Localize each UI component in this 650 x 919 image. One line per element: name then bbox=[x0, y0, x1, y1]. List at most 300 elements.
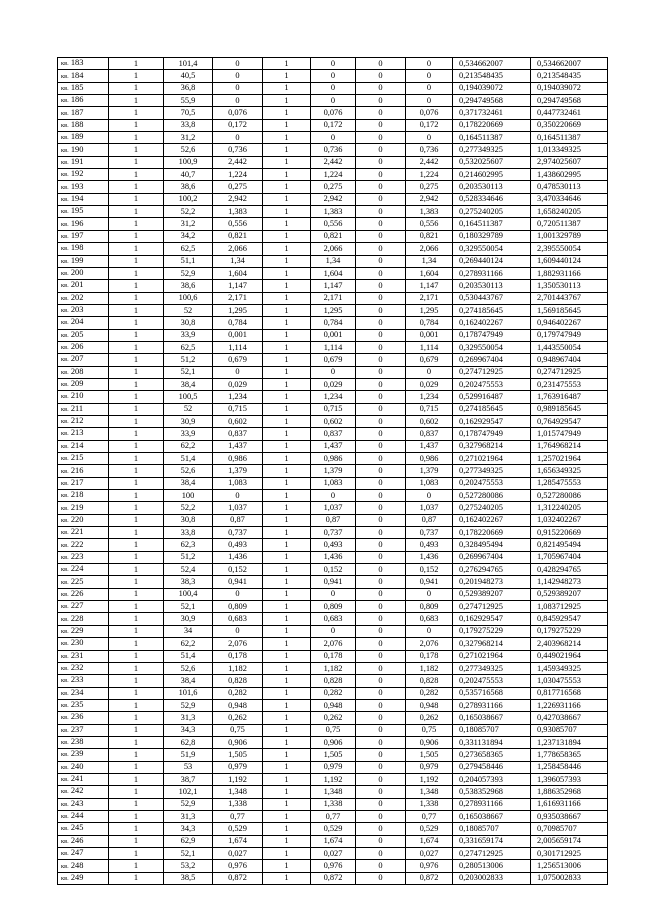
table-cell: 0 bbox=[356, 58, 406, 70]
table-cell: 1,436 bbox=[213, 551, 263, 563]
apartment-number-cell bbox=[58, 280, 109, 292]
table-cell: 0,784 bbox=[406, 317, 453, 329]
table-cell: 0,178220669 bbox=[453, 119, 531, 131]
table-cell: 0 bbox=[356, 823, 406, 835]
table-cell: 1 bbox=[263, 465, 311, 477]
table-cell: 0 bbox=[356, 440, 406, 452]
apartment-number: 230 bbox=[70, 638, 84, 648]
apartment-number-cell bbox=[58, 564, 109, 576]
apartment-number-cell bbox=[58, 440, 109, 452]
table-cell: 0 bbox=[356, 773, 406, 785]
table-cell: 31,3 bbox=[164, 810, 213, 822]
table-cell: 0,274185645 bbox=[453, 304, 531, 316]
table-cell: 0,602 bbox=[311, 415, 356, 427]
apartment-number: 194 bbox=[70, 193, 84, 203]
table-row bbox=[58, 230, 608, 242]
table-cell: 0 bbox=[356, 712, 406, 724]
table-cell: 0,164511387 bbox=[453, 132, 531, 144]
table-cell: 52,6 bbox=[164, 662, 213, 674]
table-cell: 52 bbox=[164, 304, 213, 316]
apartment-prefix: кв. bbox=[61, 368, 69, 376]
table-cell: 1,192 bbox=[213, 773, 263, 785]
apartment-number: 185 bbox=[70, 82, 84, 92]
table-row bbox=[58, 551, 608, 563]
table-cell: 0,534662007 bbox=[453, 58, 531, 70]
apartment-number: 235 bbox=[70, 700, 84, 710]
apartment-number-cell bbox=[58, 662, 109, 674]
table-cell: 0,076 bbox=[213, 107, 263, 119]
apartment-number: 221 bbox=[70, 527, 84, 537]
table-cell: 0,948 bbox=[213, 699, 263, 711]
table-cell: 0,737 bbox=[213, 527, 263, 539]
table-cell: 0,274712925 bbox=[453, 848, 531, 860]
apartment-prefix: кв. bbox=[61, 134, 69, 142]
apartment-prefix: кв. bbox=[61, 825, 69, 833]
table-cell: 0,327968214 bbox=[453, 440, 531, 452]
apartment-number-cell bbox=[58, 835, 109, 847]
table-row bbox=[58, 243, 608, 255]
table-cell: 30,8 bbox=[164, 317, 213, 329]
table-cell: 1 bbox=[263, 144, 311, 156]
table-row bbox=[58, 70, 608, 82]
apartment-number: 213 bbox=[70, 428, 84, 438]
table-cell: 1 bbox=[109, 144, 164, 156]
table-cell: 1,437 bbox=[311, 440, 356, 452]
table-cell: 0,165038667 bbox=[453, 810, 531, 822]
table-cell: 1,616931166 bbox=[531, 798, 608, 810]
table-cell: 1,350530113 bbox=[531, 280, 608, 292]
table-cell: 1 bbox=[263, 280, 311, 292]
table-cell: 0,180329789 bbox=[453, 230, 531, 242]
table-cell: 0 bbox=[356, 527, 406, 539]
table-cell: 51,2 bbox=[164, 354, 213, 366]
table-cell: 1 bbox=[263, 292, 311, 304]
table-cell: 1 bbox=[109, 304, 164, 316]
table-cell: 0,274185645 bbox=[453, 403, 531, 415]
table-cell: 1 bbox=[263, 539, 311, 551]
table-cell: 62,5 bbox=[164, 243, 213, 255]
table-cell: 40,5 bbox=[164, 70, 213, 82]
table-cell: 1,338 bbox=[213, 798, 263, 810]
table-cell: 1 bbox=[109, 95, 164, 107]
table-cell: 0,076 bbox=[406, 107, 453, 119]
table-cell: 1,436 bbox=[406, 551, 453, 563]
table-row bbox=[58, 378, 608, 390]
table-cell: 1,383 bbox=[406, 206, 453, 218]
apartment-number-cell bbox=[58, 428, 109, 440]
table-cell: 0 bbox=[356, 613, 406, 625]
table-cell: 1 bbox=[263, 724, 311, 736]
apartment-number-cell bbox=[58, 193, 109, 205]
table-cell: 100,5 bbox=[164, 391, 213, 403]
table-row bbox=[58, 169, 608, 181]
table-cell: 0 bbox=[213, 132, 263, 144]
table-cell: 0,269967404 bbox=[453, 354, 531, 366]
table-cell: 0,194039072 bbox=[453, 82, 531, 94]
table-cell: 0,534662007 bbox=[531, 58, 608, 70]
table-cell: 1,338 bbox=[311, 798, 356, 810]
table-cell: 1 bbox=[109, 687, 164, 699]
table-cell: 1,224 bbox=[213, 169, 263, 181]
table-cell: 0 bbox=[356, 70, 406, 82]
table-cell: 2,942 bbox=[213, 193, 263, 205]
table-cell: 0,294749568 bbox=[531, 95, 608, 107]
table-cell: 0 bbox=[406, 82, 453, 94]
table-cell: 0,532025607 bbox=[453, 156, 531, 168]
table-cell: 0,87 bbox=[311, 514, 356, 526]
table-cell: 1,609440124 bbox=[531, 255, 608, 267]
table-cell: 0,976 bbox=[213, 860, 263, 872]
table-cell: 0,201948273 bbox=[453, 576, 531, 588]
table-cell: 1 bbox=[263, 798, 311, 810]
apartment-number-cell bbox=[58, 687, 109, 699]
table-cell: 0,327968214 bbox=[453, 638, 531, 650]
apartment-number-cell bbox=[58, 527, 109, 539]
table-cell: 1,114 bbox=[406, 341, 453, 353]
table-cell: 1 bbox=[109, 230, 164, 242]
table-cell: 0 bbox=[356, 95, 406, 107]
table-cell: 1 bbox=[263, 588, 311, 600]
table-row bbox=[58, 564, 608, 576]
table-cell: 1,396057393 bbox=[531, 773, 608, 785]
apartment-number-cell bbox=[58, 490, 109, 502]
table-cell: 0 bbox=[356, 872, 406, 884]
apartment-number: 222 bbox=[70, 539, 84, 549]
table-cell: 0,274712925 bbox=[531, 366, 608, 378]
table-cell: 1 bbox=[263, 736, 311, 748]
table-cell: 1 bbox=[263, 58, 311, 70]
table-cell: 0 bbox=[311, 366, 356, 378]
apartment-prefix: кв. bbox=[61, 726, 69, 734]
apartment-number-cell bbox=[58, 761, 109, 773]
apartment-number: 236 bbox=[70, 712, 84, 722]
table-cell: 0,275240205 bbox=[453, 502, 531, 514]
table-cell: 30,9 bbox=[164, 415, 213, 427]
table-cell: 1,114 bbox=[213, 341, 263, 353]
apartment-number: 245 bbox=[70, 823, 84, 833]
table-cell: 0 bbox=[356, 82, 406, 94]
table-cell: 1 bbox=[109, 193, 164, 205]
table-cell: 1,882931166 bbox=[531, 267, 608, 279]
table-cell: 38,3 bbox=[164, 576, 213, 588]
table-cell: 0 bbox=[356, 514, 406, 526]
table-cell: 1 bbox=[263, 502, 311, 514]
apartment-prefix: кв. bbox=[61, 541, 69, 549]
table-cell: 0,821 bbox=[213, 230, 263, 242]
apartment-number-cell bbox=[58, 82, 109, 94]
table-cell: 0 bbox=[356, 428, 406, 440]
apartment-prefix: кв. bbox=[61, 319, 69, 327]
table-cell: 0 bbox=[406, 625, 453, 637]
table-cell: 0,845929547 bbox=[531, 613, 608, 625]
table-cell: 1,338 bbox=[406, 798, 453, 810]
table-cell: 1 bbox=[109, 761, 164, 773]
table-cell: 0,535716568 bbox=[453, 687, 531, 699]
table-cell: 0,941 bbox=[406, 576, 453, 588]
table-cell: 1 bbox=[109, 243, 164, 255]
table-cell: 34,2 bbox=[164, 230, 213, 242]
table-cell: 1 bbox=[263, 169, 311, 181]
table-cell: 53,2 bbox=[164, 860, 213, 872]
table-cell: 0,282 bbox=[311, 687, 356, 699]
apartment-number-cell bbox=[58, 317, 109, 329]
table-cell: 1 bbox=[109, 625, 164, 637]
apartment-number: 226 bbox=[70, 588, 84, 598]
table-cell: 1,656349325 bbox=[531, 465, 608, 477]
apartment-number: 229 bbox=[70, 625, 84, 635]
table-cell: 1,436 bbox=[311, 551, 356, 563]
table-cell: 0,428294765 bbox=[531, 564, 608, 576]
table-cell: 0 bbox=[356, 576, 406, 588]
table-cell: 0,276294765 bbox=[453, 564, 531, 576]
table-cell: 0,329550054 bbox=[453, 341, 531, 353]
table-cell: 0,277349325 bbox=[453, 662, 531, 674]
table-cell: 0 bbox=[311, 625, 356, 637]
table-cell: 52,9 bbox=[164, 267, 213, 279]
table-row bbox=[58, 786, 608, 798]
table-row bbox=[58, 218, 608, 230]
table-cell: 1 bbox=[263, 267, 311, 279]
table-cell: 1 bbox=[263, 638, 311, 650]
table-cell: 0,274712925 bbox=[453, 366, 531, 378]
table-cell: 1 bbox=[263, 564, 311, 576]
apartment-number: 239 bbox=[70, 749, 84, 759]
table-cell: 1 bbox=[109, 255, 164, 267]
table-cell: 1,443550054 bbox=[531, 341, 608, 353]
apartment-number-cell bbox=[58, 736, 109, 748]
table-cell: 34,3 bbox=[164, 724, 213, 736]
table-cell: 1,075002833 bbox=[531, 872, 608, 884]
table-row bbox=[58, 860, 608, 872]
table-cell: 0 bbox=[356, 255, 406, 267]
table-cell: 2,005659174 bbox=[531, 835, 608, 847]
apartment-prefix: кв. bbox=[61, 763, 69, 771]
apartment-number-cell bbox=[58, 502, 109, 514]
table-cell: 52,1 bbox=[164, 601, 213, 613]
table-cell: 31,2 bbox=[164, 218, 213, 230]
apartment-number: 242 bbox=[70, 786, 84, 796]
table-cell: 0,271021964 bbox=[453, 650, 531, 662]
apartment-prefix: кв. bbox=[61, 257, 69, 265]
table-cell: 0,683 bbox=[311, 613, 356, 625]
apartment-number: 246 bbox=[70, 835, 84, 845]
table-cell: 0,493 bbox=[311, 539, 356, 551]
table-cell: 0,162402267 bbox=[453, 514, 531, 526]
table-row bbox=[58, 736, 608, 748]
table-cell: 1,34 bbox=[311, 255, 356, 267]
apartment-number-cell bbox=[58, 860, 109, 872]
apartment-prefix: кв. bbox=[61, 97, 69, 105]
table-cell: 1,379 bbox=[311, 465, 356, 477]
table-cell: 1 bbox=[263, 650, 311, 662]
table-cell: 1,674 bbox=[406, 835, 453, 847]
table-cell: 0,275 bbox=[406, 181, 453, 193]
apartment-number: 205 bbox=[70, 329, 84, 339]
apartment-number: 234 bbox=[70, 687, 84, 697]
table-cell: 30,9 bbox=[164, 613, 213, 625]
table-cell: 1 bbox=[109, 675, 164, 687]
apartment-prefix: кв. bbox=[61, 702, 69, 710]
apartment-prefix: кв. bbox=[61, 751, 69, 759]
table-cell: 0,528334646 bbox=[453, 193, 531, 205]
table-cell: 52,9 bbox=[164, 699, 213, 711]
table-cell: 0,172 bbox=[311, 119, 356, 131]
table-cell: 1 bbox=[109, 527, 164, 539]
table-cell: 0,70985707 bbox=[531, 823, 608, 835]
table-cell: 0 bbox=[356, 625, 406, 637]
table-cell: 1,083 bbox=[311, 477, 356, 489]
table-cell: 1 bbox=[109, 403, 164, 415]
apartment-prefix: кв. bbox=[61, 220, 69, 228]
table-cell: 0,231475553 bbox=[531, 378, 608, 390]
table-cell: 0 bbox=[356, 206, 406, 218]
table-cell: 0,93085707 bbox=[531, 724, 608, 736]
table-cell: 1 bbox=[109, 366, 164, 378]
table-cell: 2,171 bbox=[311, 292, 356, 304]
table-cell: 0,529 bbox=[311, 823, 356, 835]
table-cell: 0 bbox=[356, 465, 406, 477]
apartment-number-cell bbox=[58, 119, 109, 131]
table-cell: 33,9 bbox=[164, 428, 213, 440]
table-row bbox=[58, 662, 608, 674]
table-cell: 0,164511387 bbox=[453, 218, 531, 230]
apartment-number-cell bbox=[58, 514, 109, 526]
apartment-number-cell bbox=[58, 58, 109, 70]
table-cell: 0,301712925 bbox=[531, 848, 608, 860]
apartment-number-cell bbox=[58, 749, 109, 761]
table-cell: 0,278931166 bbox=[453, 798, 531, 810]
apartment-number: 216 bbox=[70, 465, 84, 475]
table-cell: 0,202475553 bbox=[453, 477, 531, 489]
apartment-prefix: кв. bbox=[61, 652, 69, 660]
table-cell: 1 bbox=[263, 156, 311, 168]
table-cell: 1 bbox=[263, 428, 311, 440]
table-cell: 1 bbox=[109, 453, 164, 465]
apartment-number-cell bbox=[58, 206, 109, 218]
apartment-data-table bbox=[57, 57, 608, 885]
table-row bbox=[58, 341, 608, 353]
apartment-number-cell bbox=[58, 613, 109, 625]
table-cell: 0,679 bbox=[406, 354, 453, 366]
table-cell: 0 bbox=[311, 132, 356, 144]
table-row bbox=[58, 514, 608, 526]
apartment-number-cell bbox=[58, 354, 109, 366]
table-cell: 1 bbox=[109, 823, 164, 835]
table-cell: 0,828 bbox=[406, 675, 453, 687]
table-cell: 62,5 bbox=[164, 341, 213, 353]
table-cell: 1 bbox=[109, 810, 164, 822]
apartment-number-cell bbox=[58, 551, 109, 563]
table-cell: 0 bbox=[356, 675, 406, 687]
table-cell: 0,179747949 bbox=[531, 329, 608, 341]
table-cell: 0,948 bbox=[406, 699, 453, 711]
table-row bbox=[58, 428, 608, 440]
table-cell: 1 bbox=[263, 490, 311, 502]
table-cell: 1 bbox=[109, 712, 164, 724]
apartment-number: 200 bbox=[70, 268, 84, 278]
table-cell: 1 bbox=[263, 527, 311, 539]
apartment-number: 249 bbox=[70, 872, 84, 882]
apartment-prefix: кв. bbox=[61, 60, 69, 68]
table-cell: 0 bbox=[356, 860, 406, 872]
table-cell: 0,986 bbox=[406, 453, 453, 465]
apartment-number-cell bbox=[58, 243, 109, 255]
table-cell: 0,278931166 bbox=[453, 699, 531, 711]
apartment-prefix: кв. bbox=[61, 578, 69, 586]
table-cell: 40,7 bbox=[164, 169, 213, 181]
table-cell: 1 bbox=[109, 354, 164, 366]
table-cell: 1,604 bbox=[311, 267, 356, 279]
apartment-prefix: кв. bbox=[61, 72, 69, 80]
table-row bbox=[58, 576, 608, 588]
table-cell: 1 bbox=[109, 613, 164, 625]
table-cell: 51,1 bbox=[164, 255, 213, 267]
table-cell: 1 bbox=[263, 119, 311, 131]
table-cell: 1,037 bbox=[213, 502, 263, 514]
table-cell: 101,6 bbox=[164, 687, 213, 699]
table-cell: 1 bbox=[109, 206, 164, 218]
apartment-prefix: кв. bbox=[61, 183, 69, 191]
apartment-number-cell bbox=[58, 255, 109, 267]
apartment-prefix: кв. bbox=[61, 393, 69, 401]
table-cell: 1 bbox=[109, 329, 164, 341]
table-row bbox=[58, 317, 608, 329]
table-cell: 51,4 bbox=[164, 453, 213, 465]
table-cell: 0,679 bbox=[311, 354, 356, 366]
table-cell: 1 bbox=[109, 218, 164, 230]
apartment-prefix: кв. bbox=[61, 689, 69, 697]
table-cell: 0,821495494 bbox=[531, 539, 608, 551]
apartment-number: 198 bbox=[70, 243, 84, 253]
table-cell: 0,179275229 bbox=[453, 625, 531, 637]
table-cell: 0 bbox=[311, 70, 356, 82]
apartment-number: 196 bbox=[70, 218, 84, 228]
table-cell: 1,383 bbox=[213, 206, 263, 218]
table-cell: 2,066 bbox=[213, 243, 263, 255]
table-cell: 0,556 bbox=[406, 218, 453, 230]
table-cell: 1 bbox=[109, 872, 164, 884]
apartment-prefix: кв. bbox=[61, 603, 69, 611]
table-cell: 0 bbox=[356, 786, 406, 798]
table-cell: 0,178747949 bbox=[453, 329, 531, 341]
table-cell: 2,942 bbox=[406, 193, 453, 205]
table-cell: 1 bbox=[109, 601, 164, 613]
table-cell: 0,872 bbox=[311, 872, 356, 884]
table-cell: 0 bbox=[406, 490, 453, 502]
table-cell: 0,269440124 bbox=[453, 255, 531, 267]
table-row bbox=[58, 810, 608, 822]
table-cell: 0,274712925 bbox=[453, 601, 531, 613]
apartment-prefix: кв. bbox=[61, 850, 69, 858]
table-cell: 0,178 bbox=[311, 650, 356, 662]
table-cell: 0 bbox=[356, 798, 406, 810]
table-cell: 0 bbox=[356, 304, 406, 316]
table-cell: 2,171 bbox=[406, 292, 453, 304]
table-cell: 1,192 bbox=[311, 773, 356, 785]
table-cell: 0,213548435 bbox=[453, 70, 531, 82]
table-cell: 38,4 bbox=[164, 675, 213, 687]
table-cell: 0 bbox=[356, 699, 406, 711]
apartment-number: 210 bbox=[70, 391, 84, 401]
apartment-number-cell bbox=[58, 638, 109, 650]
table-cell: 0,331131894 bbox=[453, 736, 531, 748]
table-cell: 0,75 bbox=[406, 724, 453, 736]
table-cell: 1 bbox=[263, 218, 311, 230]
apartment-prefix: кв. bbox=[61, 282, 69, 290]
table-cell: 1,083 bbox=[213, 477, 263, 489]
table-cell: 1,142948273 bbox=[531, 576, 608, 588]
apartment-prefix: кв. bbox=[61, 813, 69, 821]
